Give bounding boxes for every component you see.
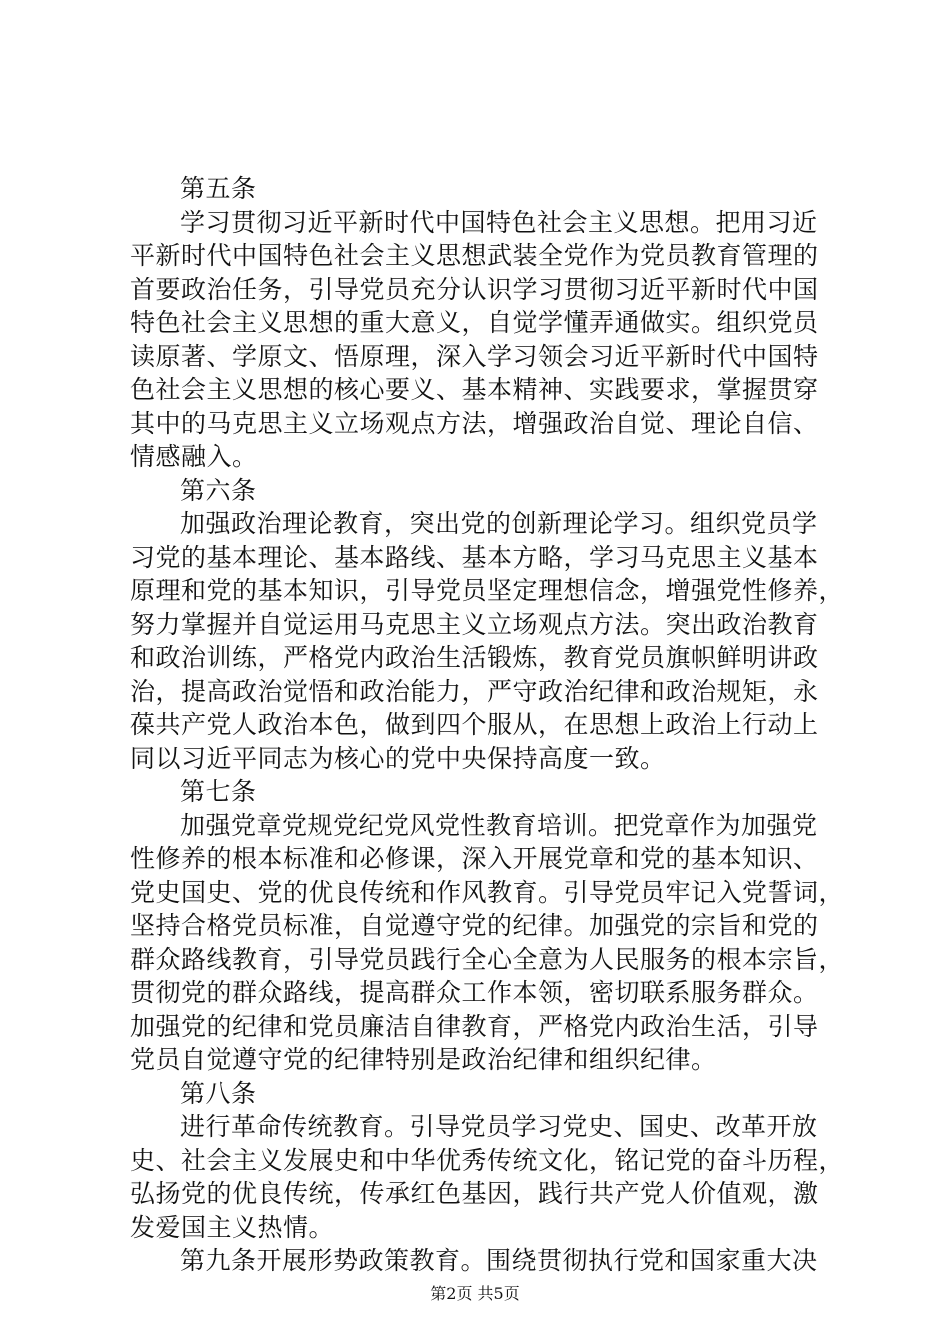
article-heading-6: 第六条	[180, 475, 257, 505]
body-text-line: 习党的基本理论、基本路线、基本方略，学习马克思主义基本	[130, 542, 819, 572]
body-text-line: 党史国史、党的优良传统和作风教育。引导党员牢记入党誓词，	[130, 877, 845, 907]
body-text-line: 和政治训练，严格党内政治生活锻炼，教育党员旗帜鲜明讲政	[130, 643, 819, 672]
article-heading-5: 第五条	[180, 174, 257, 203]
body-text-line: 群众路线教育，引导党员践行全心全意为人民服务的根本宗旨，	[130, 944, 845, 974]
body-text-line: 加强政治理论教育，突出党的创新理论学习。组织党员学	[180, 509, 818, 538]
body-text-line: 弘扬党的优良传统，传承红色基因，践行共产党人价值观，激	[130, 1179, 819, 1208]
body-text-line: 特色社会主义思想的重大意义，自觉学懂弄通做实。组织党员	[130, 308, 819, 337]
body-text-line: 发爱国主义热情。	[130, 1212, 335, 1242]
body-text-line: 坚持合格党员标准，自觉遵守党的纪律。加强党的宗旨和党的	[130, 911, 819, 940]
body-text-line: 性修养的根本标准和必修课，深入开展党章和党的基本知识、	[130, 844, 819, 873]
page-footer: 第2页 共5页	[430, 1284, 520, 1303]
body-text-line: 读原著、学原文、悟原理，深入学习领会习近平新时代中国特	[130, 341, 819, 371]
article-heading-7: 第七条	[180, 777, 257, 806]
body-text-line: 色社会主义思想的核心要义、基本精神、实践要求，掌握贯穿	[130, 375, 819, 404]
body-text-line: 贯彻党的群众路线，提高群众工作本领，密切联系服务群众。	[130, 978, 819, 1007]
body-text-line: 同以习近平同志为核心的党中央保持高度一致。	[130, 743, 666, 773]
body-text-line: 其中的马克思主义立场观点方法，增强政治自觉、理论自信、	[130, 408, 819, 438]
body-text-line: 平新时代中国特色社会主义思想武装全党作为党员教育管理的	[130, 241, 819, 270]
body-text-line: 史、社会主义发展史和中华优秀传统文化，铭记党的奋斗历程，	[130, 1145, 845, 1175]
document-body	[130, 172, 845, 1278]
body-text-line: 原理和党的基本知识，引导党员坚定理想信念，增强党性修养，	[130, 576, 845, 605]
body-text-line: 进行革命传统教育。引导党员学习党史、国史、改革开放	[180, 1112, 818, 1141]
body-text-line: 加强党章党规党纪党风党性教育培训。把党章作为加强党	[180, 810, 818, 840]
body-text-line: 努力掌握并自觉运用马克思主义立场观点方法。突出政治教育	[130, 609, 819, 639]
article-heading-9: 第九条开展形势政策教育。围绕贯彻执行党和国家重大决	[180, 1246, 818, 1275]
body-text-line: 情感融入。	[130, 442, 258, 471]
body-text-line: 治，提高政治觉悟和政治能力，严守政治纪律和政治规矩，永	[130, 676, 819, 706]
article-heading-8: 第八条	[180, 1078, 257, 1108]
body-text-line: 首要政治任务，引导党员充分认识学习贯彻习近平新时代中国	[130, 274, 819, 304]
body-text-line: 学习贯彻习近平新时代中国特色社会主义思想。把用习近	[180, 207, 818, 237]
body-text-line: 加强党的纪律和党员廉洁自律教育，严格党内政治生活，引导	[130, 1011, 819, 1041]
body-text-line: 党员自觉遵守党的纪律特别是政治纪律和组织纪律。	[130, 1045, 717, 1074]
body-text-line: 葆共产党人政治本色，做到四个服从，在思想上政治上行动上	[130, 710, 819, 739]
